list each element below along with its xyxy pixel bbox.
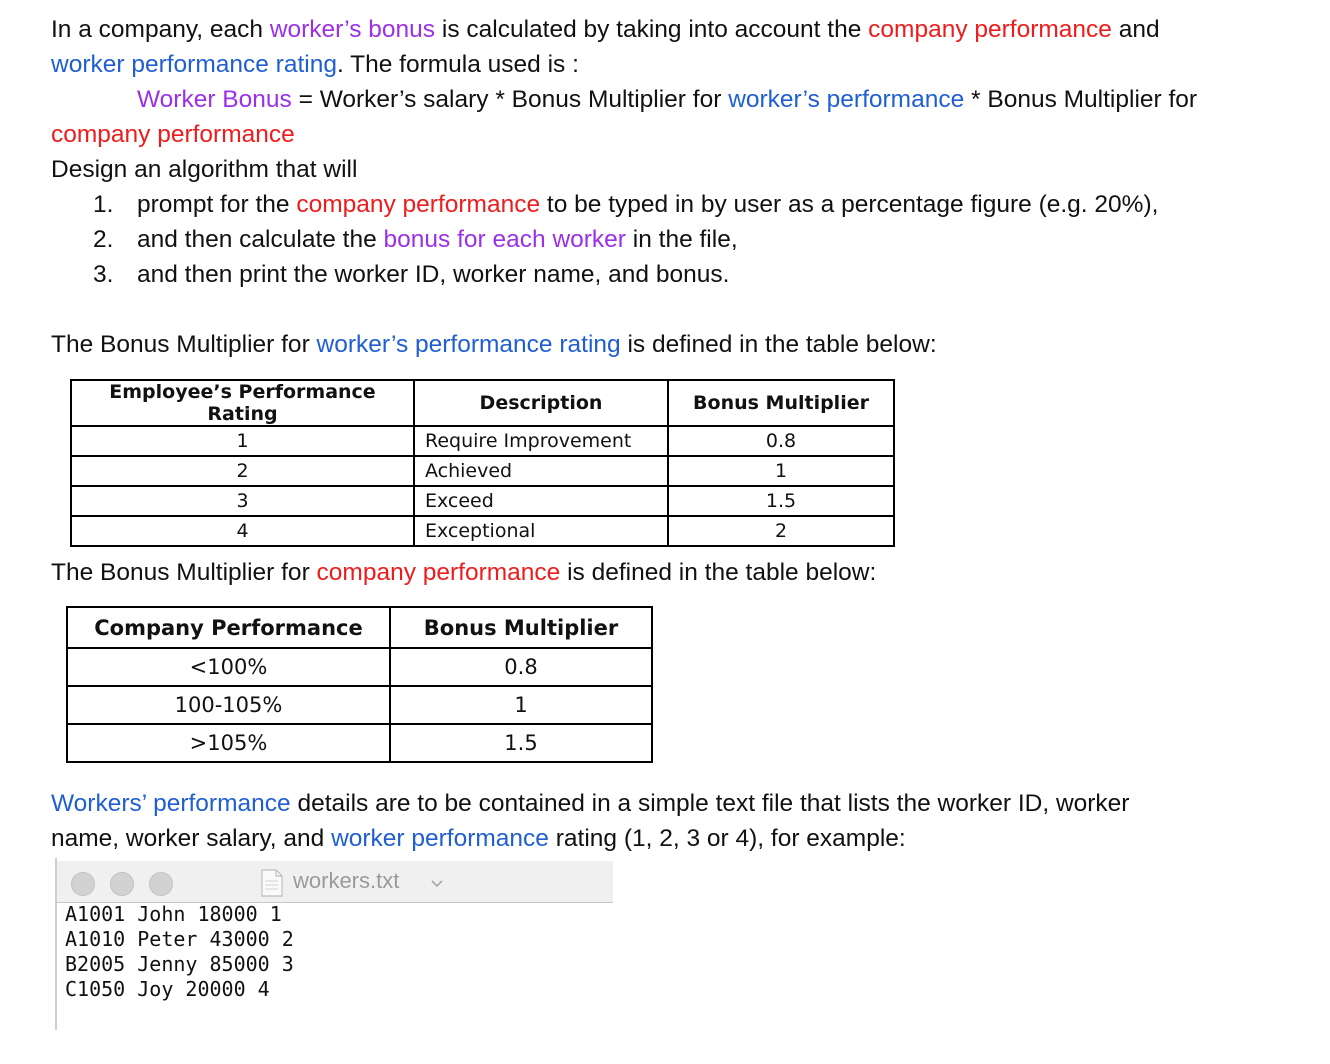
column-header: Bonus Multiplier bbox=[390, 607, 652, 648]
table-cell: 0.8 bbox=[668, 426, 894, 456]
column-header: Bonus Multiplier bbox=[668, 380, 894, 426]
table-cell: 0.8 bbox=[390, 648, 652, 686]
table-cell: 1.5 bbox=[390, 724, 652, 762]
chevron-down-icon[interactable] bbox=[431, 876, 443, 894]
table-cell: 2 bbox=[71, 456, 414, 486]
table-row bbox=[71, 456, 894, 486]
window-minimize-button[interactable] bbox=[110, 872, 134, 896]
text-file-window bbox=[55, 858, 613, 1030]
table-row bbox=[67, 686, 652, 724]
section-3-line-2: name, worker salary, and worker performance rating (1, 2, 3 or 4), for example: bbox=[51, 825, 906, 852]
table-row bbox=[71, 486, 894, 516]
step-3: 3. and then print the worker ID, worker name, and bonus. bbox=[93, 261, 730, 288]
file-name[interactable]: workers.txt bbox=[293, 868, 400, 893]
performance-rating-table bbox=[70, 379, 895, 547]
file-line: A1001 John 18000 1 bbox=[65, 902, 282, 926]
table-cell: 2 bbox=[668, 516, 894, 546]
file-line: C1050 Joy 20000 4 bbox=[65, 977, 270, 1001]
table-cell: 4 bbox=[71, 516, 414, 546]
intro-line-2: worker performance rating. The formula used is : bbox=[51, 51, 579, 78]
table-header-row bbox=[71, 380, 894, 426]
window-titlebar bbox=[57, 861, 613, 903]
file-line: B2005 Jenny 85000 3 bbox=[65, 952, 294, 976]
formula-line: Worker Bonus = Worker’s salary * Bonus Multiplier for worker’s performance * Bonus Multiplier for bbox=[137, 86, 1198, 113]
section-3-line-1: Workers’ performance details are to be contained in a simple text file that lists the worker ID, worker bbox=[51, 790, 1130, 817]
intro-line-1: In a company, each worker’s bonus is calculated by taking into account the company performance and bbox=[51, 16, 1160, 43]
table-cell: 100-105% bbox=[67, 686, 390, 724]
table-row bbox=[71, 516, 894, 546]
step-2: 2. and then calculate the bonus for each worker in the file, bbox=[93, 226, 738, 253]
design-line: Design an algorithm that will bbox=[51, 156, 358, 183]
file-line: A1010 Peter 43000 2 bbox=[65, 927, 294, 951]
document-icon bbox=[261, 869, 283, 902]
window-close-button[interactable] bbox=[71, 872, 95, 896]
company-performance-table bbox=[66, 606, 653, 763]
table-cell: Achieved bbox=[414, 456, 668, 486]
column-header: Employee’s Performance Rating bbox=[71, 380, 414, 426]
window-zoom-button[interactable] bbox=[149, 872, 173, 896]
table-cell: Require Improvement bbox=[414, 426, 668, 456]
column-header: Description bbox=[414, 380, 668, 426]
highlight-worker-bonus: Worker Bonus bbox=[137, 86, 292, 113]
section-2-heading: The Bonus Multiplier for company performance is defined in the table below: bbox=[51, 559, 877, 586]
step-number: 2. bbox=[93, 226, 114, 253]
section-1-heading: The Bonus Multiplier for worker’s performance rating is defined in the table below: bbox=[51, 331, 937, 358]
highlight-workers-performance: worker’s performance bbox=[728, 86, 965, 113]
table-cell: >105% bbox=[67, 724, 390, 762]
table-cell: Exceed bbox=[414, 486, 668, 516]
highlight-company-performance: company performance bbox=[868, 16, 1112, 43]
formula-line-continued: company performance bbox=[51, 121, 295, 148]
step-1: 1. prompt for the company performance to be typed in by user as a percentage figure (e.g. 20%), bbox=[93, 191, 1159, 218]
table-cell: Exceptional bbox=[414, 516, 668, 546]
table-cell: 3 bbox=[71, 486, 414, 516]
step-number: 3. bbox=[93, 261, 114, 288]
table-cell: 1 bbox=[390, 686, 652, 724]
table-header-row bbox=[67, 607, 652, 648]
table-cell: 1 bbox=[668, 456, 894, 486]
step-number: 1. bbox=[93, 191, 114, 218]
file-content bbox=[65, 902, 294, 1002]
highlight-workers-bonus: worker’s bonus bbox=[269, 16, 436, 43]
highlight-worker-performance-rating: worker performance rating bbox=[51, 51, 337, 78]
table-cell: 1.5 bbox=[668, 486, 894, 516]
table-cell: <100% bbox=[67, 648, 390, 686]
table-row bbox=[71, 426, 894, 456]
table-cell: 1 bbox=[71, 426, 414, 456]
table-row bbox=[67, 724, 652, 762]
table-row bbox=[67, 648, 652, 686]
column-header: Company Performance bbox=[67, 607, 390, 648]
